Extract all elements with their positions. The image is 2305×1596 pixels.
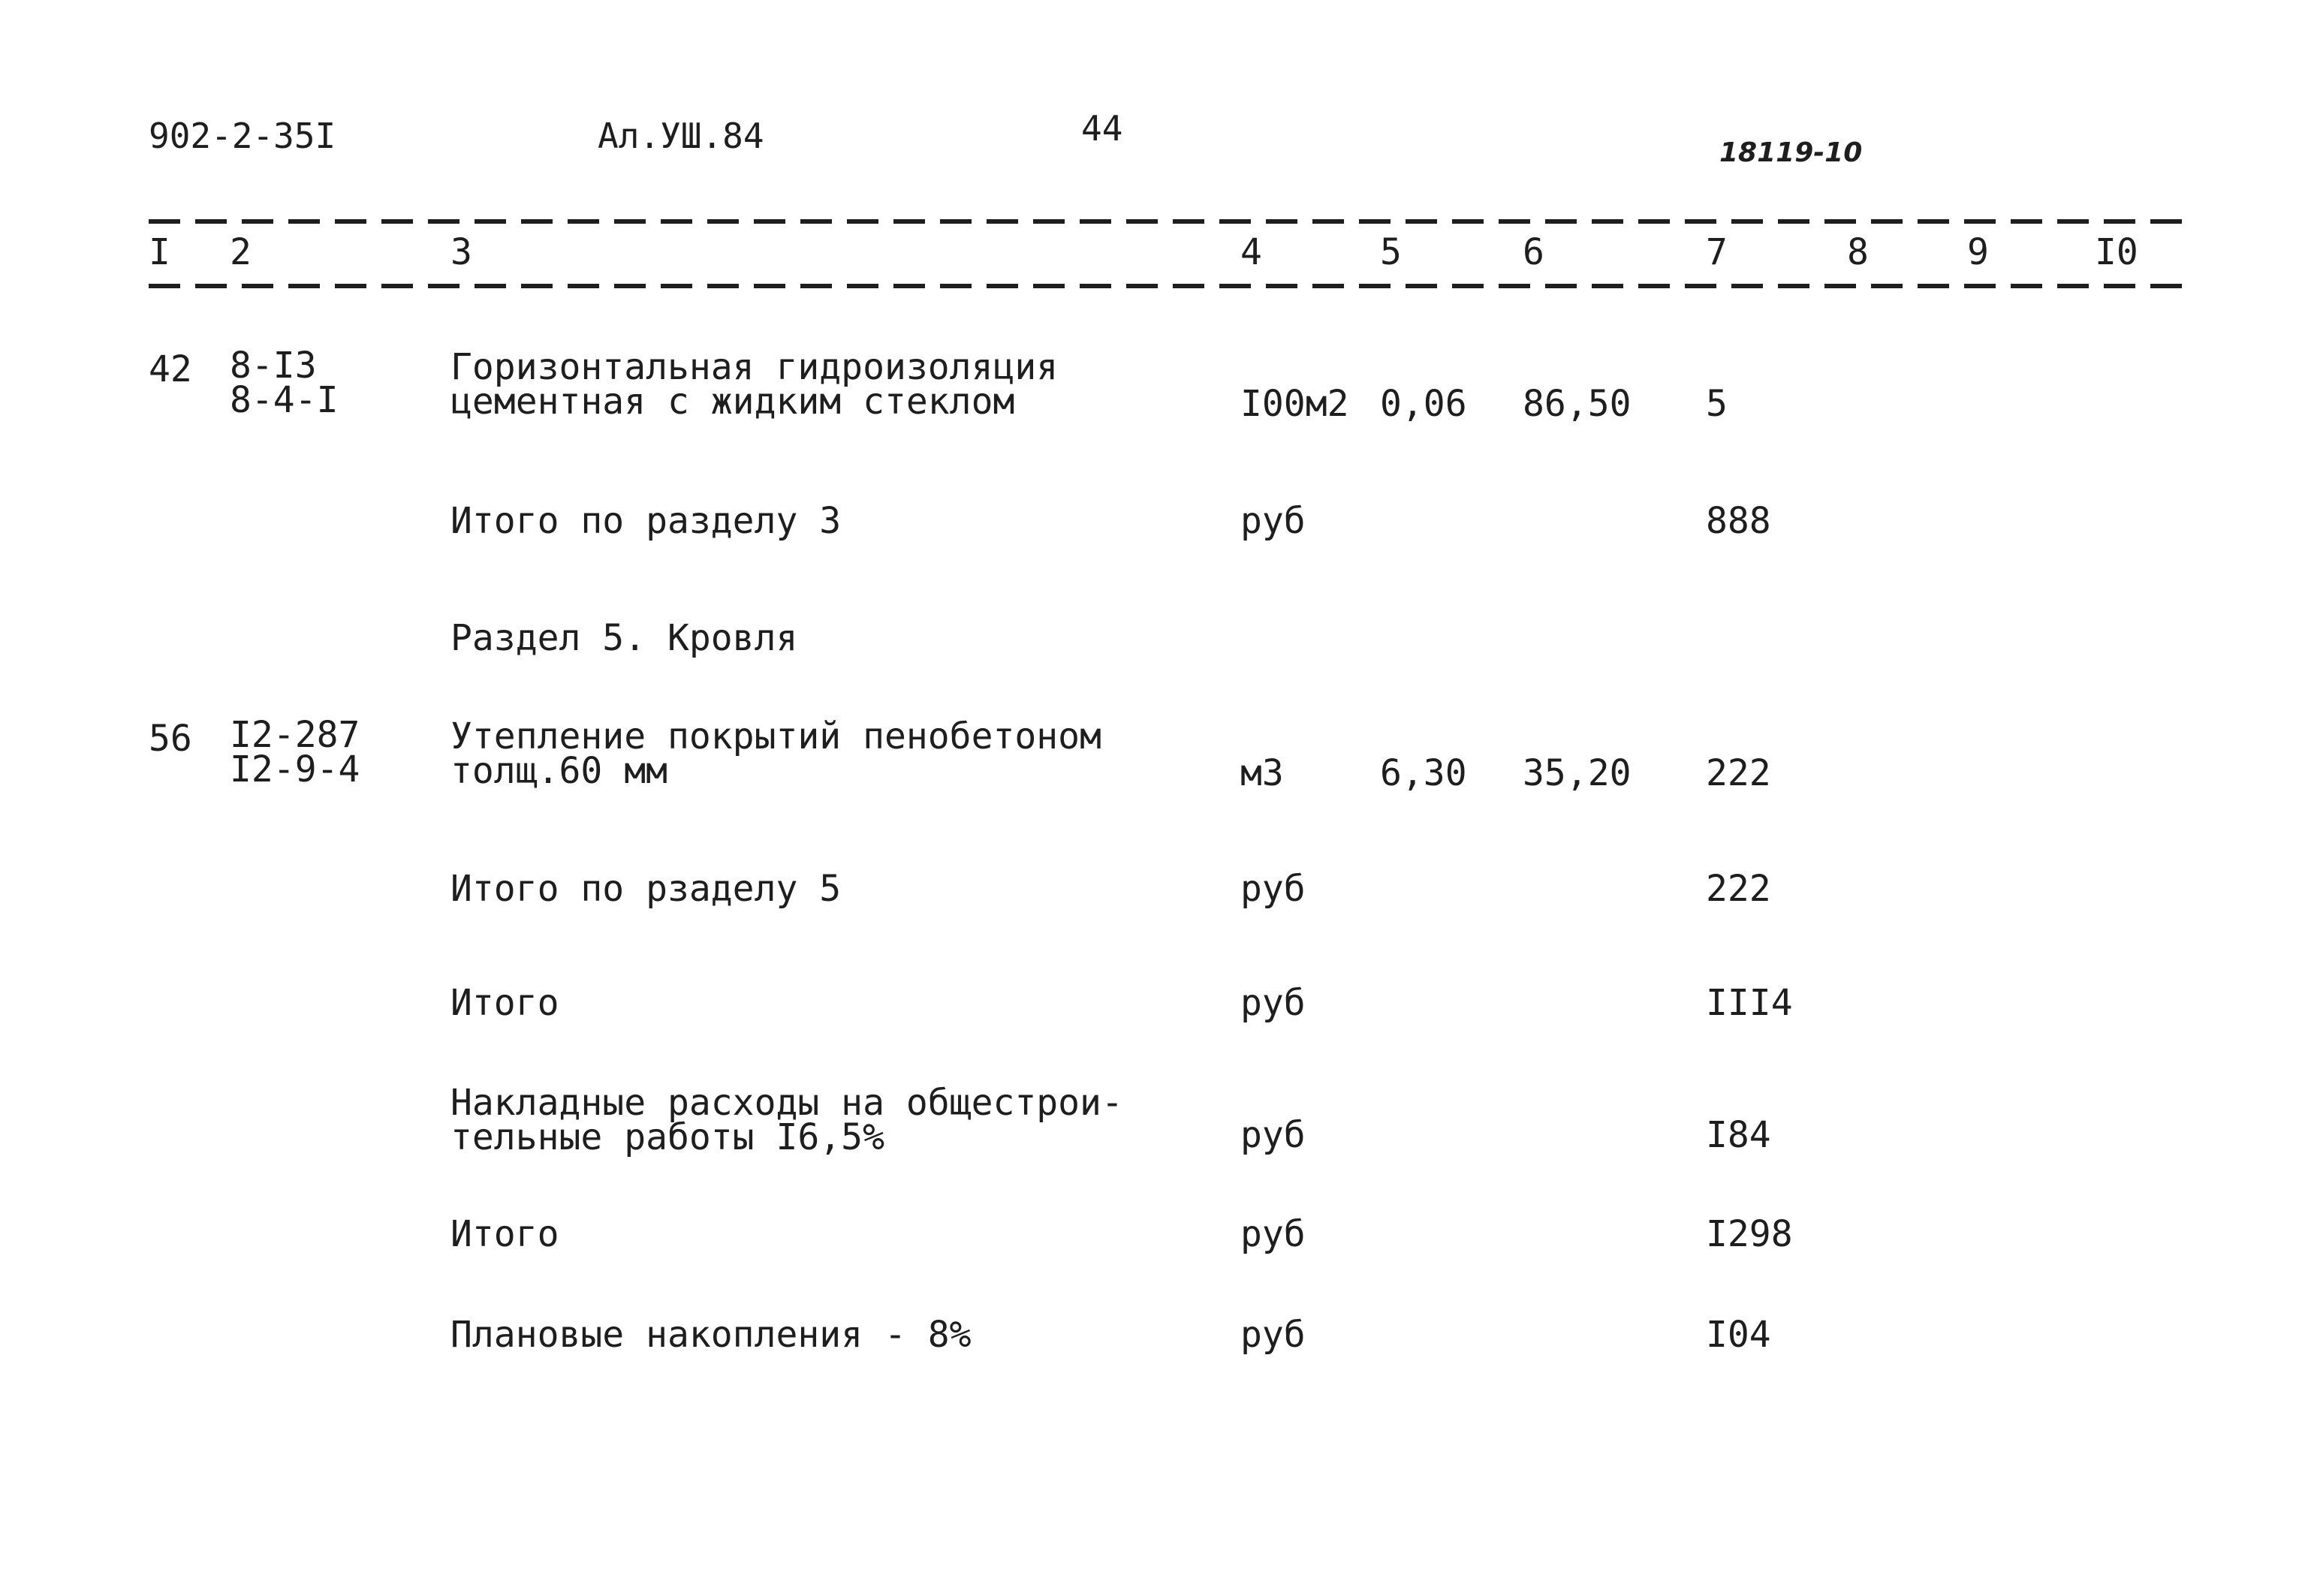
total-cost: I84 bbox=[1706, 1114, 1771, 1156]
column-header-8: 8 bbox=[1847, 231, 1869, 273]
page-number: 44 bbox=[1081, 108, 1123, 149]
column-header-3: 3 bbox=[450, 231, 472, 273]
norm-code bbox=[230, 714, 360, 790]
unit: руб bbox=[1240, 500, 1306, 542]
header-bottom-rule bbox=[149, 284, 2192, 288]
unit-price: 35,20 bbox=[1523, 752, 1632, 794]
quantity: 6,30 bbox=[1380, 752, 1467, 794]
total-cost: I04 bbox=[1706, 1314, 1771, 1356]
work-description: Итого по разделу 3 bbox=[450, 500, 842, 542]
column-header-2: 2 bbox=[230, 231, 252, 273]
unit: I00м2 bbox=[1240, 383, 1349, 425]
unit: м3 bbox=[1240, 752, 1284, 794]
unit-price: 86,50 bbox=[1523, 383, 1632, 425]
description-line-2: толщ.60 мм bbox=[450, 750, 667, 792]
description-line-1: Накладные расходы на общестрои- bbox=[450, 1082, 1123, 1124]
work-description: Итого bbox=[450, 1213, 559, 1255]
work-description bbox=[450, 1082, 1123, 1158]
header-top-rule bbox=[149, 219, 2192, 224]
total-cost: 222 bbox=[1706, 752, 1771, 794]
column-header-1: I bbox=[149, 231, 170, 273]
unit: руб bbox=[1240, 982, 1306, 1024]
work-description bbox=[450, 346, 1059, 423]
column-header-5: 5 bbox=[1380, 231, 1402, 273]
norm-code-line-2: I2-9-4 bbox=[230, 748, 360, 790]
unit: руб bbox=[1240, 868, 1306, 910]
total-cost: 222 bbox=[1706, 868, 1771, 910]
norm-code-line-2: 8-4-I bbox=[230, 379, 339, 421]
total-cost: I298 bbox=[1706, 1213, 1793, 1255]
total-cost: III4 bbox=[1706, 982, 1793, 1024]
column-header-9: 9 bbox=[1967, 231, 1989, 273]
unit: руб bbox=[1240, 1114, 1306, 1156]
work-description bbox=[450, 715, 1101, 792]
unit: руб bbox=[1240, 1213, 1306, 1255]
norm-code-line-1: 8-I3 bbox=[230, 345, 317, 387]
inventory-stamp: 18119-10 bbox=[1719, 137, 1863, 168]
section-heading: Раздел 5. Кровля bbox=[450, 617, 798, 659]
column-header-7: 7 bbox=[1706, 231, 1728, 273]
album-code: Ал.УШ.84 bbox=[598, 116, 764, 156]
work-description: Итого по рзаделу 5 bbox=[450, 868, 842, 910]
norm-code-line-1: I2-287 bbox=[230, 714, 360, 756]
column-header-6: 6 bbox=[1523, 231, 1544, 273]
description-line-2: тельные работы I6,5% bbox=[450, 1116, 884, 1158]
description-line-2: цементная с жидким стеклом bbox=[450, 381, 1015, 423]
description-line-1: Горизонтальная гидроизоляция bbox=[450, 346, 1059, 388]
column-header-10: I0 bbox=[2095, 231, 2138, 273]
quantity: 0,06 bbox=[1380, 383, 1467, 425]
norm-code bbox=[230, 345, 339, 421]
row-number: 56 bbox=[149, 718, 192, 760]
row-number: 42 bbox=[149, 348, 192, 390]
work-description: Плановые накопления - 8% bbox=[450, 1314, 972, 1356]
document-code: 902-2-35I bbox=[149, 116, 336, 156]
description-line-1: Утепление покрытий пенобетоном bbox=[450, 715, 1101, 757]
total-cost: 888 bbox=[1706, 500, 1771, 542]
unit: руб bbox=[1240, 1314, 1306, 1356]
total-cost: 5 bbox=[1706, 383, 1728, 425]
work-description: Итого bbox=[450, 982, 559, 1024]
column-header-4: 4 bbox=[1240, 231, 1262, 273]
